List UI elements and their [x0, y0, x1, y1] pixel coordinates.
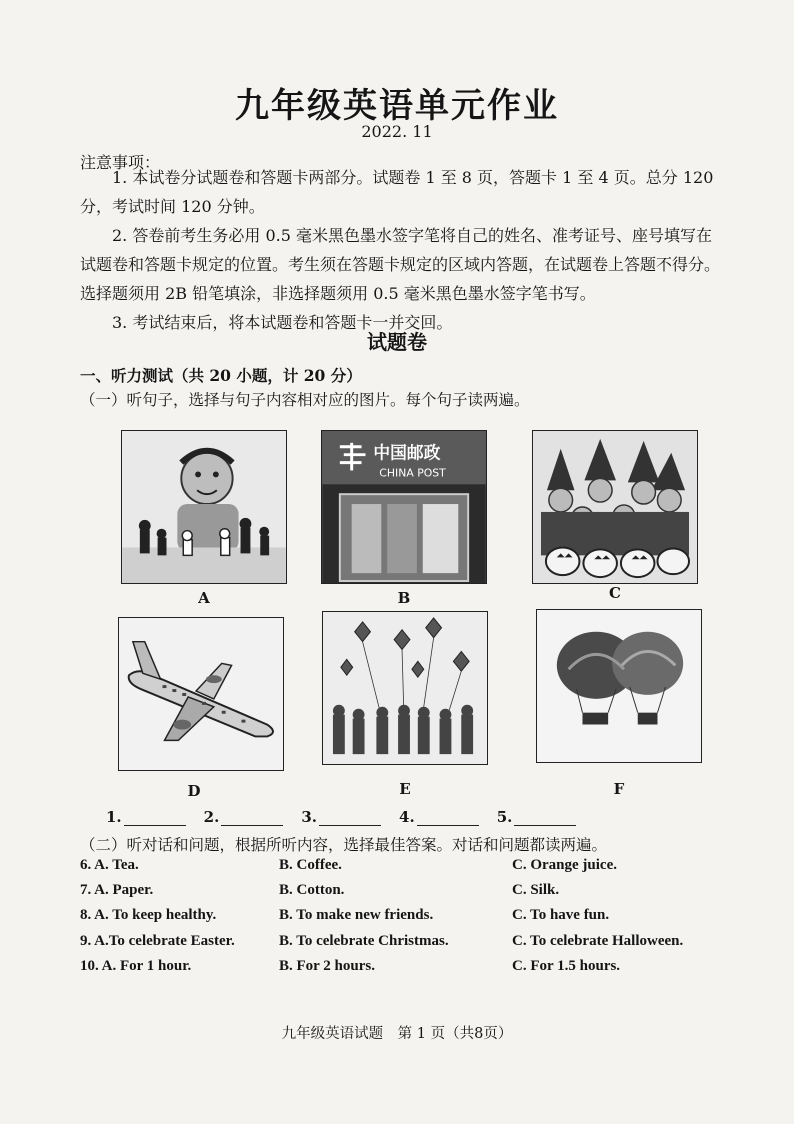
- post-office-image: [321, 430, 487, 584]
- blank-number: 2.: [203, 808, 220, 826]
- blank-number: 5.: [496, 808, 513, 826]
- china-post-sign-cn: 中国邮政: [373, 442, 441, 463]
- part1-title: 一、听力测试（共 20 小题，计 20 分）: [80, 366, 362, 385]
- option-b[interactable]: B. Coffee.: [279, 857, 342, 873]
- option-c[interactable]: C. To celebrate Halloween.: [512, 933, 684, 949]
- answer-blank-5[interactable]: [497, 808, 577, 826]
- picture-label-d: D: [187, 782, 201, 800]
- airplane-image: [118, 617, 284, 771]
- blank-line: [417, 811, 479, 826]
- picture-label-f: F: [613, 780, 625, 798]
- answer-blank-1[interactable]: [106, 808, 186, 826]
- blank-number: 4.: [399, 808, 415, 826]
- option-a[interactable]: 10. A. For 1 hour.: [80, 958, 192, 974]
- halloween-party-image: [532, 430, 698, 584]
- answer-blanks: [106, 808, 666, 826]
- answer-blank-2[interactable]: [204, 808, 284, 826]
- blank-number: 1.: [106, 808, 122, 826]
- option-c[interactable]: C. Orange juice.: [512, 857, 617, 873]
- china-post-sign-en: CHINA POST: [379, 466, 446, 480]
- option-b[interactable]: B. To celebrate Christmas.: [279, 933, 449, 949]
- option-c[interactable]: C. For 1.5 hours.: [512, 958, 621, 974]
- picture-label-a: A: [198, 589, 210, 607]
- option-a[interactable]: 9. A.To celebrate Easter.: [80, 933, 235, 949]
- notice-item-2: 2. 答卷前考生务必用 0.5 毫米黑色墨水签字笔将自己的姓名、准考证号、座号填写在试题卷和答题卡规定的位置。考生须在答题卡规定的区域内答题，在试题卷上答题不得分。选择题须用 2B 铅笔填涂，非选择题须用 0.5 毫米黑色墨水签字笔书写。: [80, 226, 721, 303]
- blank-line: [319, 811, 381, 826]
- answer-blank-3[interactable]: [301, 808, 381, 826]
- bleed-through-text: [470, 40, 473, 55]
- answer-blank-4[interactable]: [399, 808, 479, 826]
- picture-label-b: B: [397, 589, 411, 607]
- option-a[interactable]: 8. A. To keep healthy.: [80, 907, 217, 923]
- picture-label-c: C: [609, 584, 621, 602]
- blank-line: [221, 811, 283, 826]
- balloons-image: [536, 609, 702, 763]
- picture-label-e: E: [399, 780, 411, 798]
- kites-image: [322, 611, 488, 765]
- section-title: 试题卷: [367, 330, 427, 354]
- option-b[interactable]: B. Cotton.: [279, 882, 345, 898]
- part1-sub2-instructions: （二）听对话和问题，根据所听内容，选择最佳答案。对话和问题都读两遍。: [80, 836, 608, 854]
- option-b[interactable]: B. To make new friends.: [279, 907, 434, 923]
- part1-sub1-instructions: （一）听句子，选择与句子内容相对应的图片。每个句子读两遍。: [80, 391, 530, 409]
- option-b[interactable]: B. For 2 hours.: [279, 958, 375, 974]
- blank-number: 3.: [301, 808, 318, 826]
- option-c[interactable]: C. Silk.: [512, 882, 560, 898]
- option-a[interactable]: 7. A. Paper.: [80, 882, 154, 898]
- exam-title: 九年级英语单元作业: [235, 86, 559, 126]
- page-footer: 九年级英语试题 第 1 页（共8页）: [281, 1026, 513, 1042]
- notice-heading: 注意事项：: [80, 153, 161, 172]
- option-c[interactable]: C. To have fun.: [512, 907, 610, 923]
- notice-item-3: 3. 考试结束后，将本试题卷和答题卡一并交回。: [112, 313, 453, 332]
- blank-line: [124, 811, 186, 826]
- option-a[interactable]: 6. A. Tea.: [80, 857, 139, 873]
- notice-item-1: 1. 本试卷分试题卷和答题卡两部分。试题卷 1 至 8 页，答题卡 1 至 4 页。总分 120 分，考试时间 120 分钟。: [80, 168, 714, 216]
- chess-boy-image: [121, 430, 287, 584]
- exam-date: 2022. 11: [361, 122, 433, 141]
- blank-line: [514, 811, 576, 826]
